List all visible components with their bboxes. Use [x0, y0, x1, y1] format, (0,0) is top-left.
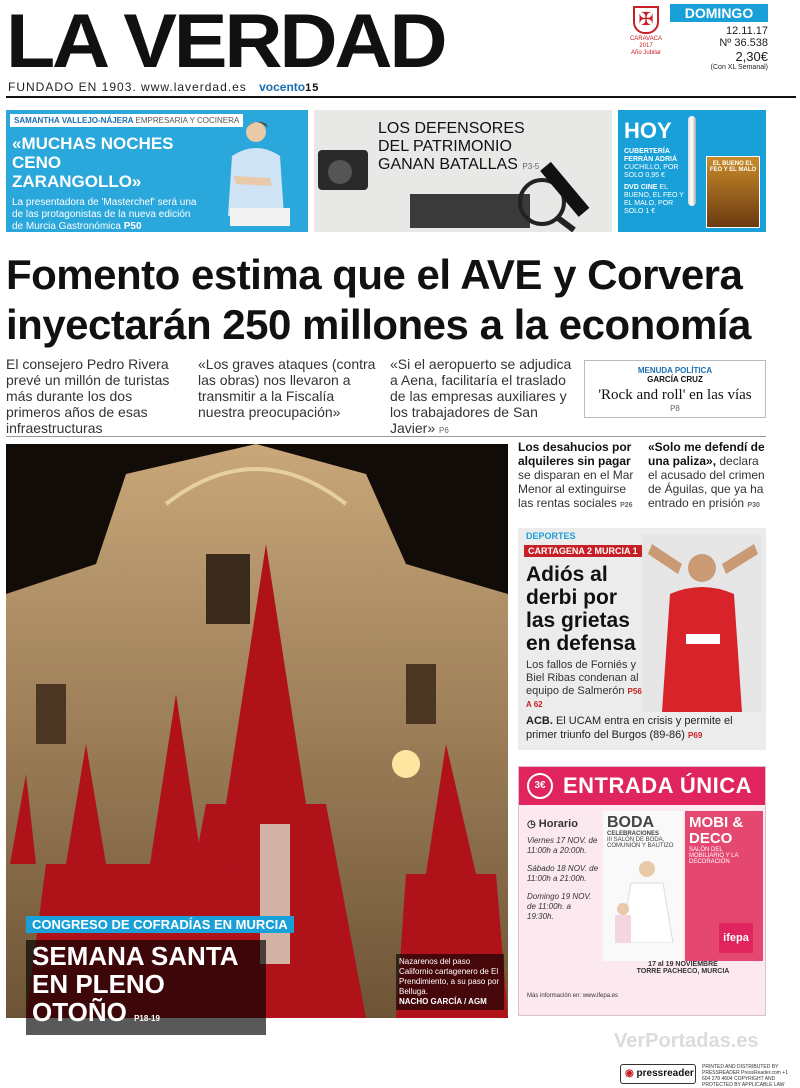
promo-headline: «MUCHAS NOCHES CENO ZARANGOLLO»: [12, 134, 174, 191]
acb-brief: ACB. El UCAM entra en crisis y permite el primer triunfo del Burgos (89-86) P69: [526, 715, 733, 741]
opinion-author: GARCÍA CRUZ: [647, 375, 703, 384]
watermark: VerPortadas.es: [614, 1030, 759, 1052]
ad-schedule: ◷ Horario Viernes 17 NOV. de 11:00h a 20:00h. Sábado 18 NOV. de 11:00h a 21:00h. Domingo 19 NOV. de 11:00h. a 19:30h.: [527, 818, 599, 921]
caravaca-emblem: [626, 6, 666, 60]
promo-interview[interactable]: [6, 110, 308, 232]
newspaper-logo: LA VERDAD: [6, 0, 445, 84]
issue-date: 12.11.17: [725, 25, 768, 37]
ad-banner: [519, 767, 765, 805]
clock-icon-heading: ◷ Horario: [527, 818, 578, 830]
sports-section[interactable]: [518, 528, 766, 750]
today-item-cutlery: CUBERTERÍA FERRÁN ADRIÁ CUCHILLO, POR SOLO 0,95 €: [624, 148, 679, 179]
emblem-caption: CARAVACA 2017 Año Jubilar: [629, 36, 663, 56]
heritage-headline: LOS DEFENSORES DEL PATRIMONIO GANAN BATALLAS P3-5: [378, 120, 540, 173]
tagline: [8, 80, 319, 94]
website-link[interactable]: www.laverdad.es: [141, 80, 247, 94]
sports-headline: Adiós al derbi por las grietas en defensa: [526, 563, 636, 655]
pressreader-logo: ◉ pressreader: [620, 1064, 696, 1084]
lead-headline[interactable]: Fomento estima que el AVE y Corvera inyectarán 250 millones a la economía: [6, 251, 751, 348]
fair-advertisement[interactable]: [518, 766, 766, 1016]
knife-icon: [688, 116, 696, 206]
pressreader-notice: PRINTED AND DISTRIBUTED BY PRESSREADER PressReader.com +1 604 278 4604 COPYRIGHT AND PROTECTED BY APPLICABLE LAW: [702, 1064, 789, 1088]
opinion-kicker: MENUDA POLÍTICA: [637, 366, 713, 375]
issue-number: Nº 36.538: [719, 37, 768, 49]
brief-evictions[interactable]: Los desahucios por alquileres sin pagar se disparan en el Mar Menor al extinguirse las rentas sociales P26: [518, 440, 634, 510]
photo-kicker: CONGRESO DE COFRADÍAS EN MURCIA: [26, 916, 294, 933]
promo-summary: La presentadora de 'Masterchef' será una de las protagonistas de la nueva edición de Murcia Gastronómica P50: [12, 197, 197, 232]
opinion-page: P8: [670, 404, 680, 413]
opinion-title: 'Rock and roll' en las vías: [598, 387, 752, 403]
ad-furniture-fair: MOBI & DECO SALÓN DEL MOBILIARIO Y LA DECORACIÓN: [685, 811, 763, 961]
masthead: [6, 0, 566, 84]
price-note: (Con XL Semanal): [710, 64, 768, 71]
lead-column-1: El consejero Pedro Rivera prevé un millón de turistas más durante los dos primeros años de esas infraestructuras: [6, 356, 170, 436]
photo-caption: Nazarenos del paso Californio cartagenero de El Prendimiento, a su paso por Belluga. NACHO GARCÍA / AGM: [396, 954, 504, 1010]
dvd-cover-title: EL BUENO EL FEO Y EL MALO: [709, 161, 757, 173]
ifepa-logo: ifepa: [719, 923, 753, 953]
photo-headline[interactable]: SEMANA SANTA EN PLENO OTOÑO P18-19: [26, 940, 266, 1035]
today-label: HOY: [624, 118, 672, 143]
vocento-badge: 15: [305, 82, 320, 94]
sports-summary: Los fallos de Forniés y Biel Ribas condenan al equipo de Salmerón P56 A 62: [526, 659, 642, 709]
section-divider: [6, 436, 766, 437]
today-item-dvd: DVD CINE EL BUENO, EL FEO Y EL MALO, POR SOLO 1 €: [624, 184, 684, 215]
match-score: CARTAGENA 2 MURCIA 1: [524, 545, 642, 557]
promo-today[interactable]: [618, 110, 766, 232]
founded-text: FUNDADO EN 1903.: [8, 80, 137, 94]
ad-info-link[interactable]: Más información en: www.ifepa.es: [527, 993, 619, 999]
sports-kicker: DEPORTES: [526, 531, 576, 541]
ad-dates: 17 al 19 NOVIEMBRE TORRE PACHECO, MURCIA: [636, 961, 730, 975]
cover-price: 2,30€: [735, 49, 768, 64]
vocento-logo: vocento: [259, 80, 306, 94]
lead-column-3: «Si el aeropuerto se adjudica a Aena, facilitaría el traslado de las empresas auxiliares y los trabajadores de San Javier» P6: [390, 356, 572, 436]
bride-image: [607, 853, 677, 943]
date-block: [670, 4, 768, 71]
chef-portrait-image: [210, 116, 298, 230]
ad-price-badge: 3€: [527, 773, 553, 799]
lead-column-2: «Los graves ataques (contra las obras) nos llevaron a transmitir a la Fiscalía nuestra preocupación»: [198, 356, 376, 420]
cross-icon: ✠: [633, 6, 659, 34]
photo-credit: NACHO GARCÍA / AGM: [399, 997, 487, 1006]
ad-wedding-fair: BODA CELEBRACIONES III SALÓN DE BODA, COMUNIÓN Y BAUTIZO: [603, 811, 683, 961]
dvd-cover-image: [706, 156, 760, 228]
football-player-image: [642, 534, 762, 712]
weekday-badge: DOMINGO: [670, 4, 768, 22]
promo-kicker: SAMANTHA VALLEJO-NÁJERA EMPRESARIA Y COCINERA: [10, 114, 243, 127]
opinion-box[interactable]: [584, 360, 766, 418]
promo-heritage[interactable]: [314, 110, 612, 232]
brief-aguilas-crime[interactable]: «Solo me defendí de una paliza», declara el acusado del crimen de Águilas, que ya ha entrado en prisión P30: [648, 440, 765, 510]
ad-title: ENTRADA ÚNICA: [563, 773, 753, 798]
masthead-rule: [6, 96, 796, 98]
